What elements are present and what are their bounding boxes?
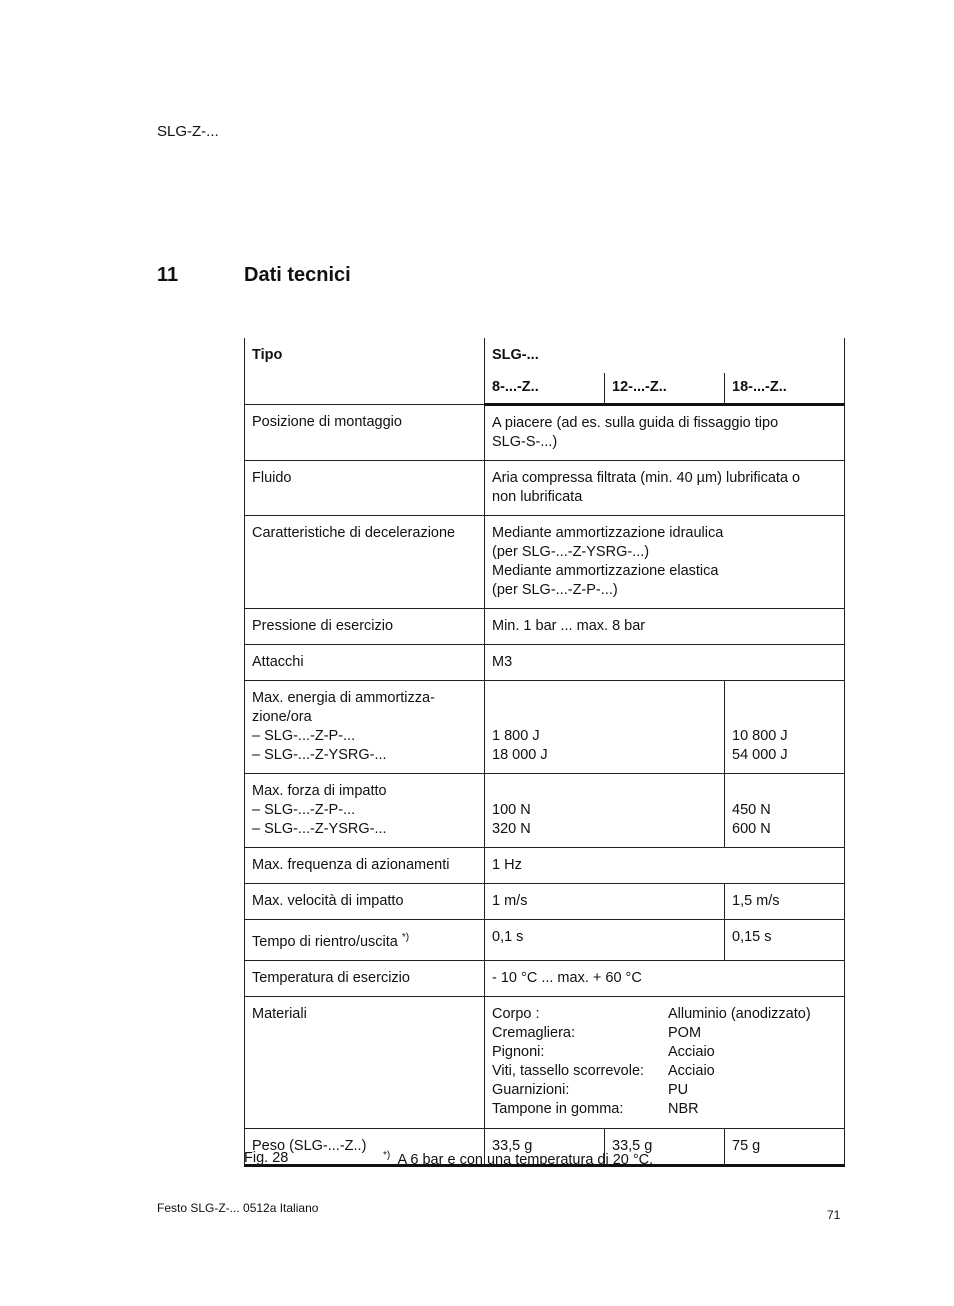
materials-list: Corpo : Alluminio (anodizzato) Cremagliera: POM Pignoni: Acciaio Viti, tassello scorrevole: Acciaio Guarnizioni: PU Tampone in gomma: NBR (485, 996, 845, 1128)
technical-data-table (244, 338, 845, 1167)
page-number: 71 (827, 1208, 841, 1222)
table-row (245, 774, 845, 848)
row-label: Max. energia di ammortizza- zione/ora – SLG-...-Z-P-... – SLG-...-Z-YSRG-... (245, 681, 485, 774)
footnote: *) A 6 bar e con una temperatura di 20 °C. (383, 1150, 654, 1168)
table-row (245, 405, 845, 461)
row-label: Pressione di esercizio (245, 609, 485, 645)
col-label-tipo: Tipo (245, 338, 485, 405)
row-label: Materiali (245, 996, 485, 1128)
document-reference: SLG-Z-... (157, 123, 219, 140)
size-18: 18-...-Z.. (725, 373, 845, 405)
table-row (245, 516, 845, 609)
row-label: Max. forza di impatto – SLG-...-Z-P-... – SLG-...-Z-YSRG-... (245, 774, 485, 848)
table-row (245, 884, 845, 920)
table-row (245, 848, 845, 884)
table-header-row (245, 338, 845, 373)
size-12: 12-...-Z.. (605, 373, 725, 405)
page-footer: Festo SLG-Z-... 0512a Italiano (157, 1201, 319, 1215)
row-value: 1 800 J 18 000 J (485, 681, 725, 774)
row-value: 10 800 J 54 000 J (725, 681, 845, 774)
col-group-slg: SLG-... (485, 338, 845, 373)
row-value: 1 Hz (485, 848, 845, 884)
row-label: Tempo di rientro/uscita *) (245, 920, 485, 961)
row-label: Max. frequenza di azionamenti (245, 848, 485, 884)
footnote-mark: *) (383, 1150, 391, 1161)
footnote-mark: *) (401, 932, 410, 943)
row-label: Attacchi (245, 645, 485, 681)
row-label: Posizione di montaggio (245, 405, 485, 461)
row-value: 1,5 m/s (725, 884, 845, 920)
row-value: 0,15 s (725, 920, 845, 961)
row-value: M3 (485, 645, 845, 681)
row-label: Peso (SLG-...-Z..) (245, 1128, 485, 1165)
row-value: 75 g (725, 1128, 845, 1165)
row-label: Caratteristiche di decelerazione (245, 516, 485, 609)
size-8: 8-...-Z.. (485, 373, 605, 405)
row-label: Fluido (245, 461, 485, 516)
row-value: 1 m/s (485, 884, 725, 920)
row-value: 0,1 s (485, 920, 725, 961)
table-row (245, 609, 845, 645)
row-value: Min. 1 bar ... max. 8 bar (485, 609, 845, 645)
table-row (245, 996, 845, 1128)
row-value: Mediante ammortizzazione idraulica (per SLG-...-Z-YSRG-...) Mediante ammortizzazione elastica (per SLG-...-Z-P-...) (485, 516, 845, 609)
table-row (245, 960, 845, 996)
row-value: - 10 °C ... max. + 60 °C (485, 960, 845, 996)
row-label: Temperatura di esercizio (245, 960, 485, 996)
table-row (245, 920, 845, 961)
table-row (245, 461, 845, 516)
row-value: 450 N 600 N (725, 774, 845, 848)
table-row (245, 681, 845, 774)
section-number: 11 (157, 264, 179, 286)
table-row (245, 645, 845, 681)
row-value: 33,5 g (605, 1128, 725, 1165)
row-value: Aria compressa filtrata (min. 40 µm) lubrificata o non lubrificata (485, 461, 845, 516)
row-value: 100 N 320 N (485, 774, 725, 848)
row-value: A piacere (ad es. sulla guida di fissaggio tipo SLG-S-...) (485, 405, 845, 461)
figure-caption: Fig. 28 (244, 1150, 289, 1166)
row-label: Max. velocità di impatto (245, 884, 485, 920)
row-value: 33,5 g (485, 1128, 605, 1165)
section-title: Dati tecnici (244, 264, 351, 286)
